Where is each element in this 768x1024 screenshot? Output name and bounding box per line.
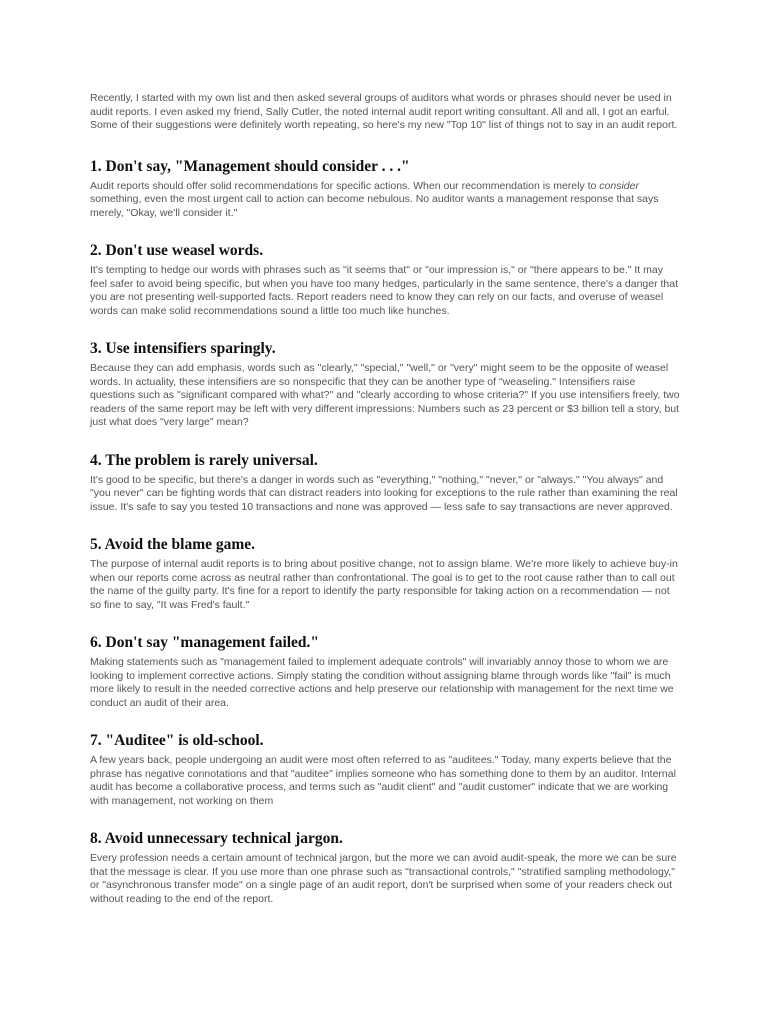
section-body: It's tempting to hedge our words with phrases such as "it seems that" or "our impression is," or "there appears to be." It may feel safer to avoid being specific, but when you have too many hedges, particularly in the same sentence, there's a danger that you are not presenting well-supported facts. Report readers need to know they can rely on our facts, and overuse of weasel words can make solid recommendations sound a little too much like hunches.	[90, 264, 679, 317]
section-heading: 3. Use intensifiers sparingly.	[90, 340, 276, 357]
section-body	[90, 180, 680, 221]
section-7	[90, 732, 680, 808]
section-heading: 6. Don't say "management failed."	[90, 634, 320, 651]
section-body: Making statements such as "management failed to implement adequate controls" will invariably annoy those to whom we are looking to implement corrective actions. Simply stating the condition without assigning blame through words like "fail" is much more likely to result in the needed corrective actions and help preserve our relationship with management for the next time we conduct an audit of their area.	[90, 656, 674, 709]
section-3	[90, 340, 680, 430]
section-heading: 1. Don't say, "Management should consider . . ."	[90, 157, 410, 175]
section-heading: 8. Avoid unnecessary technical jargon.	[90, 830, 343, 847]
section-body: Because they can add emphasis, words such as "clearly," "special," "well," or "very" might seem to be the opposite of weasel words. In actuality, these intensifiers are so nonspecific that they can be another type of "weaseling." Intensifiers raise questions such as "significant compared with what?" and "clearly according to whose criteria?" If you use intensifiers freely, two readers of the same report may be left with very different impressions: Numbers such as 23 percent or $3 billion tell a story, but just what does "very large" mean?	[90, 362, 680, 428]
section-body-text: something, even the most urgent call to action can become nebulous. No auditor wants a management response that says merely, "Okay, we'll consider it."	[90, 193, 659, 219]
section-body: It's good to be specific, but there's a danger in words such as "everything," "nothing," "never," or "always." "You always" and "you never" can be fighting words that can distract readers into looking for exceptions to the rule rather than examining the real issue. It's safe to say you tested 10 transactions and none was approved — less safe to say transactions are never approved.	[90, 473, 678, 513]
section-heading: 2. Don't use weasel words.	[90, 242, 264, 259]
document-page	[90, 92, 680, 906]
section-body: The purpose of internal audit reports is to bring about positive change, not to assign blame. We're more likely to achieve buy-in when our reports come across as neutral rather than confrontational. The goal is to get to the root cause rather than to call out the name of the guilty party. It's fine for a report to identify the party responsible for taking action on a recommendation — not so fine to say, "It was Fred's fault."	[90, 558, 678, 611]
section-heading: 5. Avoid the blame game.	[90, 536, 256, 553]
section-heading: 7. "Auditee" is old-school.	[90, 732, 264, 749]
section-8	[90, 830, 680, 906]
section-body: A few years back, people undergoing an audit were most often referred to as "auditees." Today, many experts believe that the phrase has negative connotations and that "auditee" implies someone who has something done to them by an auditor. Internal audit has become a collaborative process, and terms such as "audit client" and "audit customer" indicate that we are working with management, not working on them	[90, 754, 676, 807]
section-6	[90, 634, 680, 710]
section-4	[90, 452, 680, 515]
section-body: Every profession needs a certain amount of technical jargon, but the more we can avoid audit-speak, the more we can be sure that the message is clear. If you use more than one phrase such as "transactional controls," "stratified sampling methodology," or "asynchronous transfer mode" on a single page of an audit report, don't be surprised when some of your readers check out without reading to the end of the report.	[90, 852, 677, 905]
section-body-emphasis: consider	[599, 179, 639, 192]
section-2	[90, 242, 680, 318]
section-body-text: Audit reports should offer solid recommendations for specific actions. When our recommendation is merely to	[90, 179, 600, 192]
intro-paragraph: Recently, I started with my own list and then asked several groups of auditors what words or phrases should never be used in audit reports. I even asked my friend, Sally Cutler, the noted internal audit report writing consultant. All and all, I got an earful. Some of their suggestions were definitely worth repeating, so here's my new "Top 10" list of things not to say in an audit report.	[90, 92, 678, 131]
section-5	[90, 536, 680, 612]
section-heading: 4. The problem is rarely universal.	[90, 451, 318, 469]
section-1	[90, 158, 680, 221]
